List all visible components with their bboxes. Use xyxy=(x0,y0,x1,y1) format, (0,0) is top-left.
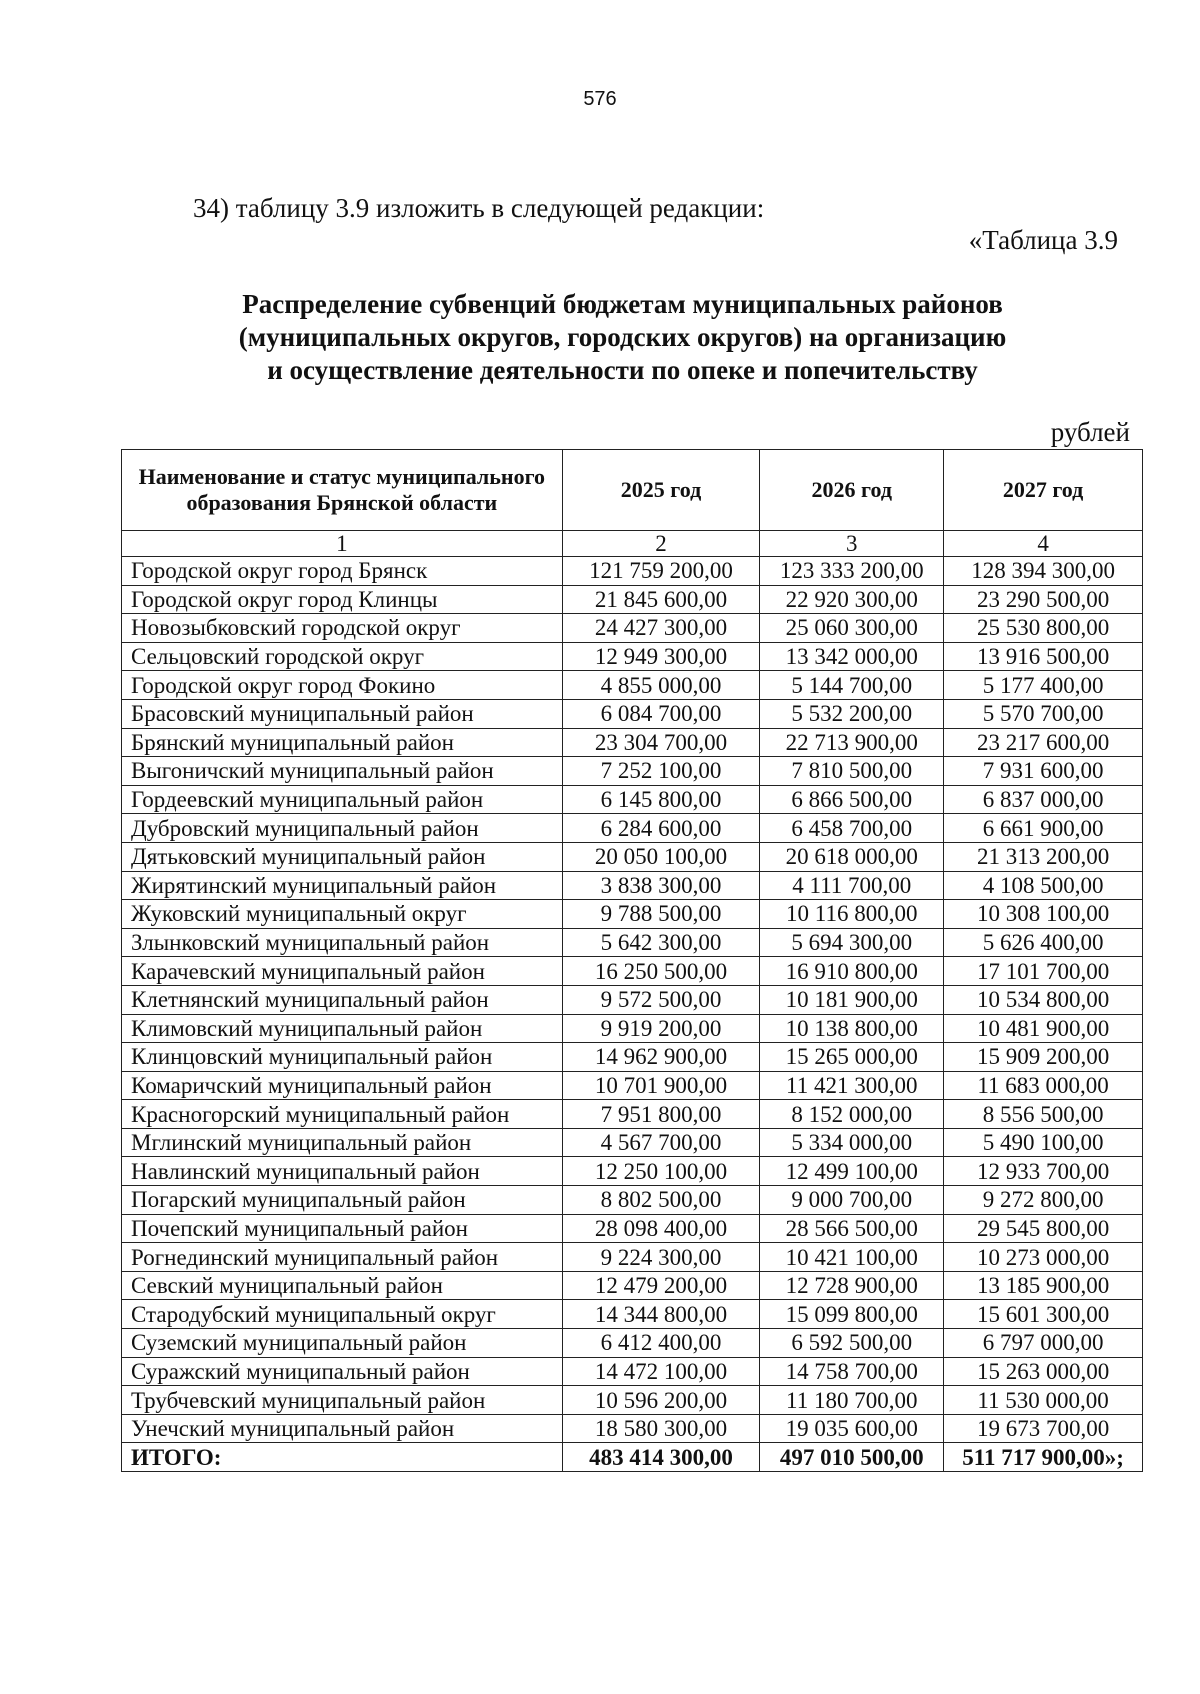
header-municipality: Наименование и статус муниципального образования Брянской области xyxy=(122,450,563,531)
amount-cell-y2026: 5 694 300,00 xyxy=(760,928,944,957)
header-2025: 2025 год xyxy=(562,450,760,531)
document-title xyxy=(0,288,1200,387)
amount-cell-y2027: 128 394 300,00 xyxy=(944,557,1143,586)
amount-cell-y2026: 5 334 000,00 xyxy=(760,1128,944,1157)
table-row xyxy=(122,957,1143,986)
amount-cell-y2025: 6 284 600,00 xyxy=(562,814,760,843)
amount-cell-y2027: 6 797 000,00 xyxy=(944,1329,1143,1358)
municipality-name-cell: Злынковский муниципальный район xyxy=(122,928,563,957)
amount-cell-y2026: 5 144 700,00 xyxy=(760,671,944,700)
municipality-name-cell: Гордеевский муниципальный район xyxy=(122,785,563,814)
amount-cell-y2027: 10 308 100,00 xyxy=(944,900,1143,929)
amount-cell-y2025: 12 949 300,00 xyxy=(562,642,760,671)
amount-cell-y2027: 10 273 000,00 xyxy=(944,1243,1143,1272)
amount-cell-y2025: 10 596 200,00 xyxy=(562,1386,760,1415)
municipality-name-cell: Городской округ город Клинцы xyxy=(122,585,563,614)
amount-cell-y2026: 4 111 700,00 xyxy=(760,871,944,900)
table-row xyxy=(122,1071,1143,1100)
table-row xyxy=(122,1043,1143,1072)
table-row xyxy=(122,1014,1143,1043)
table-label: «Таблица 3.9 xyxy=(968,225,1118,255)
table-row xyxy=(122,1357,1143,1386)
amount-cell-y2026: 9 000 700,00 xyxy=(760,1186,944,1215)
header-2026: 2026 год xyxy=(760,450,944,531)
amount-cell-y2025: 6 145 800,00 xyxy=(562,785,760,814)
amount-cell-y2027: 10 481 900,00 xyxy=(944,1014,1143,1043)
amount-cell-y2025: 3 838 300,00 xyxy=(562,871,760,900)
amount-cell-y2025: 9 572 500,00 xyxy=(562,985,760,1014)
header-2027: 2027 год xyxy=(944,450,1143,531)
municipality-name-cell: Жирятинский муниципальный район xyxy=(122,871,563,900)
amount-cell-y2026: 5 532 200,00 xyxy=(760,699,944,728)
amount-cell-y2026: 10 181 900,00 xyxy=(760,985,944,1014)
table-row xyxy=(122,1243,1143,1272)
municipality-name-cell: Городской округ город Фокино xyxy=(122,671,563,700)
amount-cell-y2027: 15 909 200,00 xyxy=(944,1043,1143,1072)
table-row xyxy=(122,871,1143,900)
municipality-name-cell: Брянский муниципальный район xyxy=(122,728,563,757)
table-row xyxy=(122,1414,1143,1443)
municipality-name-cell: Комаричский муниципальный район xyxy=(122,1071,563,1100)
amount-cell-y2027: 12 933 700,00 xyxy=(944,1157,1143,1186)
amount-cell-y2026: 20 618 000,00 xyxy=(760,842,944,871)
amount-cell-y2026: 13 342 000,00 xyxy=(760,642,944,671)
column-number: 2 xyxy=(562,531,760,557)
amount-cell-y2027: 7 931 600,00 xyxy=(944,757,1143,786)
municipality-name-cell: Погарский муниципальный район xyxy=(122,1186,563,1215)
total-amount-cell: 497 010 500,00 xyxy=(760,1443,944,1472)
amount-cell-y2027: 5 177 400,00 xyxy=(944,671,1143,700)
amount-cell-y2025: 16 250 500,00 xyxy=(562,957,760,986)
table-row xyxy=(122,1271,1143,1300)
municipality-name-cell: Клетнянский муниципальный район xyxy=(122,985,563,1014)
municipality-name-cell: Трубчевский муниципальный район xyxy=(122,1386,563,1415)
amount-cell-y2027: 29 545 800,00 xyxy=(944,1214,1143,1243)
amount-cell-y2025: 4 567 700,00 xyxy=(562,1128,760,1157)
amount-cell-y2026: 11 180 700,00 xyxy=(760,1386,944,1415)
amount-cell-y2026: 123 333 200,00 xyxy=(760,557,944,586)
municipality-name-cell: Красногорский муниципальный район xyxy=(122,1100,563,1129)
amount-cell-y2026: 6 592 500,00 xyxy=(760,1329,944,1358)
total-label-cell: ИТОГО: xyxy=(122,1443,563,1472)
column-number: 3 xyxy=(760,531,944,557)
column-number: 1 xyxy=(122,531,563,557)
table-row xyxy=(122,614,1143,643)
amount-cell-y2026: 25 060 300,00 xyxy=(760,614,944,643)
amount-cell-y2027: 15 263 000,00 xyxy=(944,1357,1143,1386)
municipality-name-cell: Почепский муниципальный район xyxy=(122,1214,563,1243)
municipality-name-cell: Суземский муниципальный район xyxy=(122,1329,563,1358)
title-line: (муниципальных округов, городских округов) на организацию xyxy=(238,322,1007,352)
table-row xyxy=(122,814,1143,843)
municipality-name-cell: Унечский муниципальный район xyxy=(122,1414,563,1443)
municipality-name-cell: Климовский муниципальный район xyxy=(122,1014,563,1043)
municipality-name-cell: Навлинский муниципальный район xyxy=(122,1157,563,1186)
table-row xyxy=(122,699,1143,728)
amount-cell-y2027: 17 101 700,00 xyxy=(944,957,1143,986)
municipality-name-cell: Карачевский муниципальный район xyxy=(122,957,563,986)
amount-cell-y2027: 11 530 000,00 xyxy=(944,1386,1143,1415)
table-row xyxy=(122,757,1143,786)
amount-cell-y2027: 21 313 200,00 xyxy=(944,842,1143,871)
table-row xyxy=(122,557,1143,586)
page-number: 576 xyxy=(583,88,617,110)
amount-cell-y2025: 12 479 200,00 xyxy=(562,1271,760,1300)
amount-cell-y2026: 12 728 900,00 xyxy=(760,1271,944,1300)
total-amount-cell: 511 717 900,00»; xyxy=(944,1443,1143,1472)
amount-cell-y2027: 10 534 800,00 xyxy=(944,985,1143,1014)
amount-cell-y2025: 5 642 300,00 xyxy=(562,928,760,957)
table-row xyxy=(122,1329,1143,1358)
amount-cell-y2025: 24 427 300,00 xyxy=(562,614,760,643)
municipality-name-cell: Новозыбковский городской округ xyxy=(122,614,563,643)
amount-cell-y2026: 14 758 700,00 xyxy=(760,1357,944,1386)
amount-cell-y2026: 8 152 000,00 xyxy=(760,1100,944,1129)
amount-cell-y2025: 4 855 000,00 xyxy=(562,671,760,700)
table-row xyxy=(122,900,1143,929)
municipality-name-cell: Стародубский муниципальный округ xyxy=(122,1300,563,1329)
amount-cell-y2026: 28 566 500,00 xyxy=(760,1214,944,1243)
amount-cell-y2025: 20 050 100,00 xyxy=(562,842,760,871)
amount-cell-y2025: 10 701 900,00 xyxy=(562,1071,760,1100)
municipality-name-cell: Рогнединский муниципальный район xyxy=(122,1243,563,1272)
amount-cell-y2025: 6 084 700,00 xyxy=(562,699,760,728)
amount-cell-y2025: 8 802 500,00 xyxy=(562,1186,760,1215)
amount-cell-y2025: 9 788 500,00 xyxy=(562,900,760,929)
municipality-name-cell: Городской округ город Брянск xyxy=(122,557,563,586)
amount-cell-y2025: 7 951 800,00 xyxy=(562,1100,760,1129)
municipality-name-cell: Дятьковский муниципальный район xyxy=(122,842,563,871)
amount-cell-y2025: 9 919 200,00 xyxy=(562,1014,760,1043)
municipality-name-cell: Клинцовский муниципальный район xyxy=(122,1043,563,1072)
amount-cell-y2025: 6 412 400,00 xyxy=(562,1329,760,1358)
amount-cell-y2025: 121 759 200,00 xyxy=(562,557,760,586)
municipality-name-cell: Жуковский муниципальный округ xyxy=(122,900,563,929)
amount-cell-y2026: 11 421 300,00 xyxy=(760,1071,944,1100)
amount-cell-y2027: 23 217 600,00 xyxy=(944,728,1143,757)
table-row xyxy=(122,585,1143,614)
amount-cell-y2027: 13 185 900,00 xyxy=(944,1271,1143,1300)
amount-cell-y2025: 23 304 700,00 xyxy=(562,728,760,757)
amount-cell-y2025: 14 344 800,00 xyxy=(562,1300,760,1329)
column-number-row xyxy=(122,531,1143,557)
table-row xyxy=(122,1100,1143,1129)
amount-cell-y2026: 15 099 800,00 xyxy=(760,1300,944,1329)
amount-cell-y2026: 10 116 800,00 xyxy=(760,900,944,929)
table-row xyxy=(122,1300,1143,1329)
amount-cell-y2027: 9 272 800,00 xyxy=(944,1186,1143,1215)
amount-cell-y2027: 5 570 700,00 xyxy=(944,699,1143,728)
table-row xyxy=(122,785,1143,814)
table-row xyxy=(122,928,1143,957)
amount-cell-y2025: 21 845 600,00 xyxy=(562,585,760,614)
table-row xyxy=(122,728,1143,757)
amount-cell-y2027: 5 626 400,00 xyxy=(944,928,1143,957)
amount-cell-y2025: 7 252 100,00 xyxy=(562,757,760,786)
table-row xyxy=(122,642,1143,671)
municipality-name-cell: Суражский муниципальный район xyxy=(122,1357,563,1386)
amount-cell-y2025: 18 580 300,00 xyxy=(562,1414,760,1443)
table-row xyxy=(122,671,1143,700)
amount-cell-y2027: 11 683 000,00 xyxy=(944,1071,1143,1100)
amount-cell-y2026: 7 810 500,00 xyxy=(760,757,944,786)
table-body xyxy=(122,531,1143,1472)
amount-cell-y2026: 16 910 800,00 xyxy=(760,957,944,986)
amount-cell-y2027: 8 556 500,00 xyxy=(944,1100,1143,1129)
amount-cell-y2027: 23 290 500,00 xyxy=(944,585,1143,614)
amount-cell-y2026: 10 138 800,00 xyxy=(760,1014,944,1043)
amount-cell-y2026: 6 458 700,00 xyxy=(760,814,944,843)
amount-cell-y2026: 22 920 300,00 xyxy=(760,585,944,614)
table-row xyxy=(122,985,1143,1014)
amount-cell-y2026: 22 713 900,00 xyxy=(760,728,944,757)
amount-cell-y2025: 9 224 300,00 xyxy=(562,1243,760,1272)
amount-cell-y2027: 4 108 500,00 xyxy=(944,871,1143,900)
municipality-name-cell: Сельцовский городской округ xyxy=(122,642,563,671)
amount-cell-y2026: 12 499 100,00 xyxy=(760,1157,944,1186)
amount-cell-y2026: 6 866 500,00 xyxy=(760,785,944,814)
total-row xyxy=(122,1443,1143,1472)
amount-cell-y2026: 19 035 600,00 xyxy=(760,1414,944,1443)
title-line: и осуществление деятельности по опеке и попечительству xyxy=(267,355,978,385)
column-number: 4 xyxy=(944,531,1143,557)
amount-cell-y2025: 28 098 400,00 xyxy=(562,1214,760,1243)
amount-cell-y2026: 10 421 100,00 xyxy=(760,1243,944,1272)
table-row xyxy=(122,1128,1143,1157)
table-row xyxy=(122,1386,1143,1415)
municipality-name-cell: Севский муниципальный район xyxy=(122,1271,563,1300)
amount-cell-y2027: 19 673 700,00 xyxy=(944,1414,1143,1443)
amount-cell-y2027: 15 601 300,00 xyxy=(944,1300,1143,1329)
amount-cell-y2025: 12 250 100,00 xyxy=(562,1157,760,1186)
amount-cell-y2027: 25 530 800,00 xyxy=(944,614,1143,643)
amount-cell-y2026: 15 265 000,00 xyxy=(760,1043,944,1072)
table-row xyxy=(122,1186,1143,1215)
intro-text: 34) таблицу 3.9 изложить в следующей редакции: xyxy=(193,193,765,223)
total-amount-cell: 483 414 300,00 xyxy=(562,1443,760,1472)
amount-cell-y2027: 6 661 900,00 xyxy=(944,814,1143,843)
table-row xyxy=(122,1157,1143,1186)
municipality-name-cell: Мглинский муниципальный район xyxy=(122,1128,563,1157)
title-line: Распределение субвенций бюджетам муниципальных районов xyxy=(242,289,1003,319)
amount-cell-y2025: 14 472 100,00 xyxy=(562,1357,760,1386)
municipality-name-cell: Брасовский муниципальный район xyxy=(122,699,563,728)
amount-cell-y2027: 5 490 100,00 xyxy=(944,1128,1143,1157)
table-header-row xyxy=(122,450,1143,531)
amount-cell-y2027: 13 916 500,00 xyxy=(944,642,1143,671)
units-label: рублей xyxy=(1050,417,1130,447)
subventions-table xyxy=(121,449,1143,1472)
table-row xyxy=(122,842,1143,871)
municipality-name-cell: Выгоничский муниципальный район xyxy=(122,757,563,786)
amount-cell-y2025: 14 962 900,00 xyxy=(562,1043,760,1072)
municipality-name-cell: Дубровский муниципальный район xyxy=(122,814,563,843)
amount-cell-y2027: 6 837 000,00 xyxy=(944,785,1143,814)
table-row xyxy=(122,1214,1143,1243)
